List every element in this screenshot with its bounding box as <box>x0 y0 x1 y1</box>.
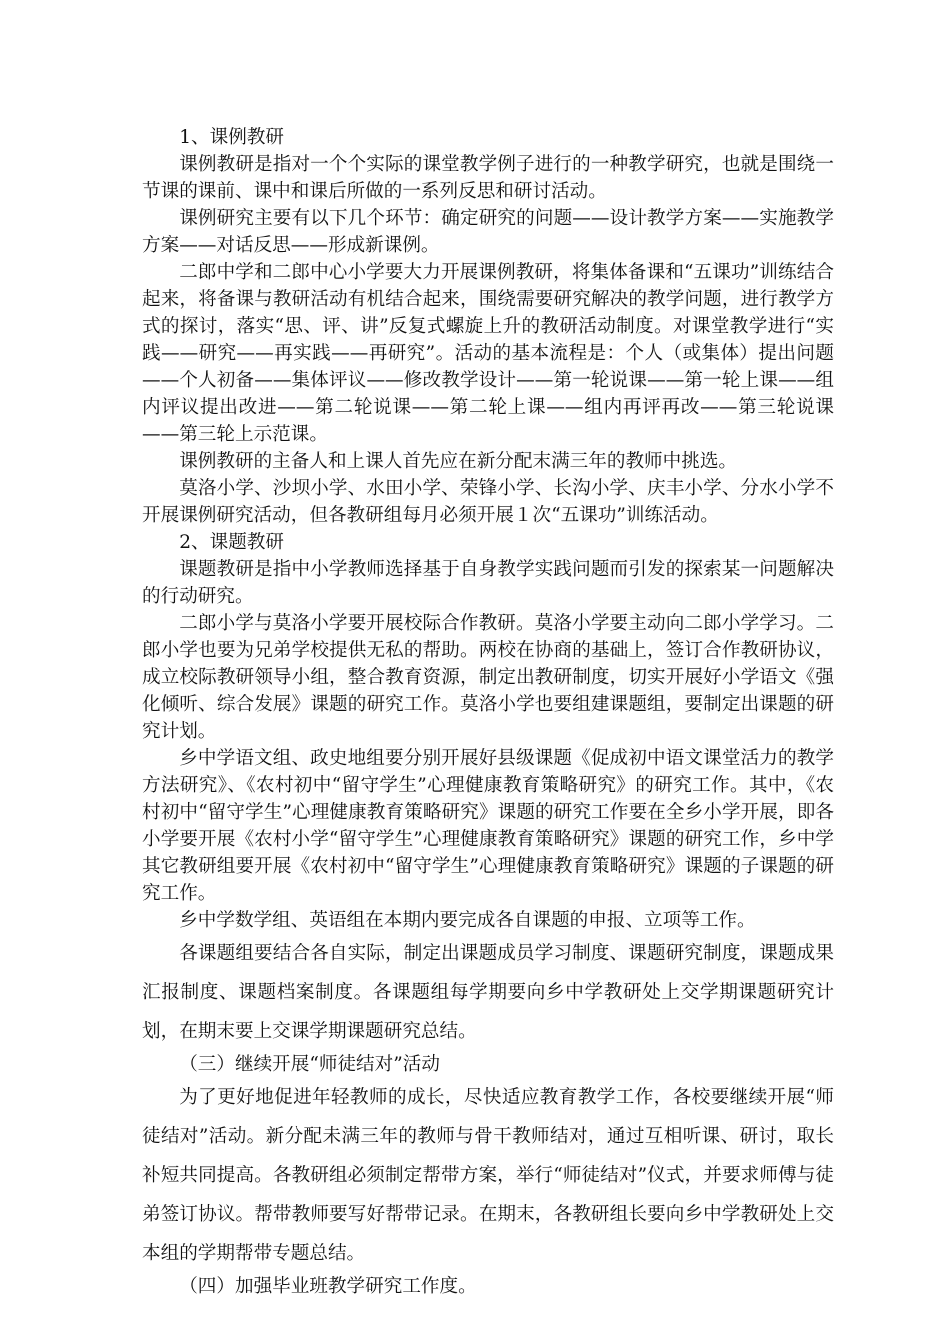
section-heading-mentorship: （三）继续开展“师徒结对”活动 <box>179 1054 440 1075</box>
paragraph: 二郎小学与莫洛小学要开展校际合作教研。莫洛小学要主动向二郎小学学习。二郎小学也要为兄弟学校提供无私的帮助。两校在协商的基础上，签订合作教研协议，成立校际教研领导小组，整合教育资源，制定出教研制度，切实开展好小学语文《强化倾听、综合发展》课题的研究工作。莫洛小学也要组建课题组，要制定出课题的研究计划。 <box>142 613 834 742</box>
document-page <box>142 124 834 1300</box>
paragraph: 课例教研是指对一个个实际的课堂教学例子进行的一种教学研究，也就是围绕一节课的课前、课中和课后所做的一系列反思和研讨活动。 <box>142 154 834 202</box>
paragraph: 二郎中学和二郎中心小学要大力开展课例教研，将集体备课和“五课功”训练结合起来，将备课与教研活动有机结合起来，围绕需要研究解决的教学问题，进行教学方式的探讨，落实“思、评、讲”反复式螺旋上升的教研活动制度。对课堂教学进行“实践——研究——再实践——再研究”。活动的基本流程是：个人（或集体）提出问题——个人初备——集体评议——修改教学设计——第一轮说课——第一轮上课——组内评议提出改进——第二轮说课——第二轮上课——组内再评再改——第三轮说课——第三轮上示范课。 <box>142 262 834 445</box>
paragraph: 为了更好地促进年轻教师的成长，尽快适应教育教学工作，各校要继续开展“师徒结对”活动。新分配未满三年的教师与骨干教师结对，通过互相听课、研讨，取长补短共同提高。各教研组必须制定帮带方案，举行“师徒结对”仪式，并要求师傅与徒弟签订协议。帮带教师要写好帮带记录。在期末，各教研组长要向乡中学教研处上交本组的学期帮带专题总结。 <box>142 1087 834 1264</box>
paragraph: 课题教研是指中小学教师选择基于自身教学实践问题而引发的探索某一问题解决的行动研究。 <box>142 559 834 607</box>
section-heading-lesson-case-research: 1、课例教研 <box>179 127 284 148</box>
paragraph: 各课题组要结合各自实际，制定出课题成员学习制度、课题研究制度，课题成果汇报制度、课题档案制度。各课题组每学期要向乡中学教研处上交学期课题研究计划，在期末要上交课学期课题研究总结。 <box>142 943 834 1042</box>
paragraph: 乡中学语文组、政史地组要分别开展好县级课题《促成初中语文课堂活力的教学方法研究》、《农村初中“留守学生”心理健康教育策略研究》的研究工作。其中，《农村初中“留守学生”心理健康教育策略研究》课题的研究工作要在全乡小学开展，即各小学要开展《农村小学“留守学生”心理健康教育策略研究》课题的研究工作，乡中学其它教研组要开展《农村初中“留守学生”心理健康教育策略研究》课题的子课题的研究工作。 <box>142 748 834 904</box>
section-heading-graduating-class: （四）加强毕业班教学研究工作度。 <box>179 1276 477 1297</box>
section-heading-project-research: 2、课题教研 <box>179 532 284 553</box>
paragraph: 莫洛小学、沙坝小学、水田小学、荣锋小学、长沟小学、庆丰小学、分水小学不开展课例研究活动，但各教研组每月必须开展１次“五课功”训练活动。 <box>142 478 834 526</box>
paragraph: 乡中学数学组、英语组在本期内要完成各自课题的申报、立项等工作。 <box>179 910 756 931</box>
paragraph: 课例教研的主备人和上课人首先应在新分配末满三年的教师中挑选。 <box>179 451 738 472</box>
paragraph: 课例研究主要有以下几个环节：确定研究的问题——设计教学方案——实施教学方案——对话反思——形成新课例。 <box>142 208 834 256</box>
